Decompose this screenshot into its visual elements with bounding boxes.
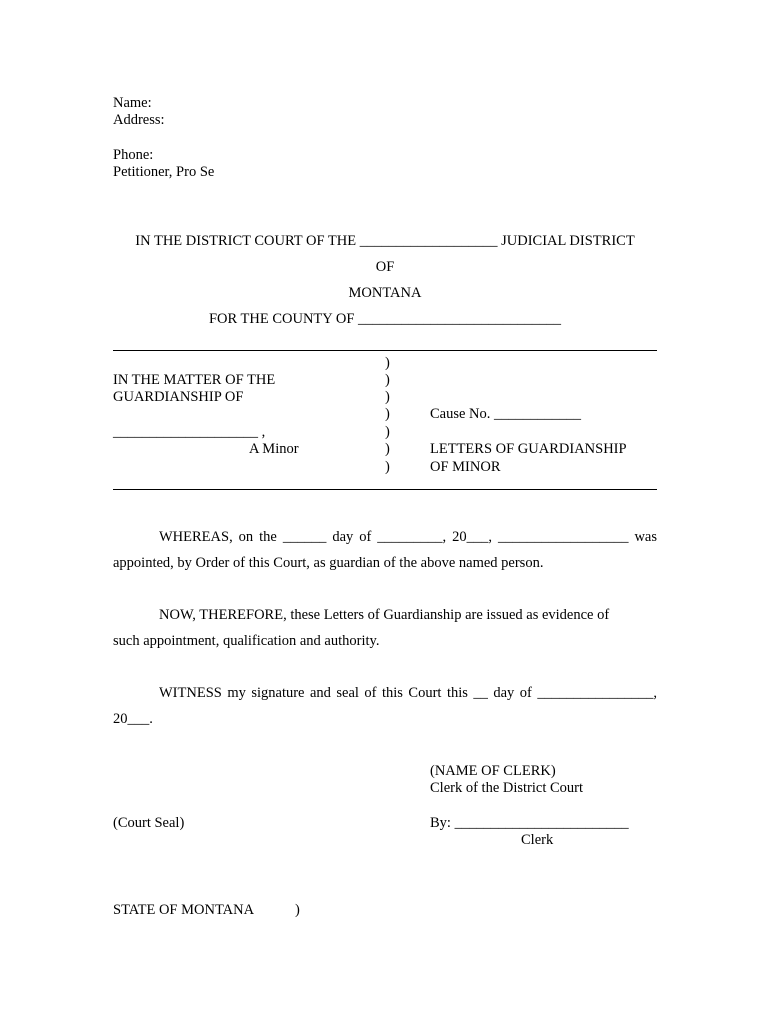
- caption-paren: ): [385, 406, 390, 422]
- caption-paren: ): [385, 424, 390, 440]
- by-signature-line: By: ________________________: [430, 815, 629, 831]
- court-heading-line2: OF: [375, 259, 395, 275]
- court-heading-line1: IN THE DISTRICT COURT OF THE ___________________ JUDICIAL DISTRICT: [135, 233, 635, 249]
- caption-bottom-rule: [113, 489, 657, 490]
- state-paren: ): [295, 902, 300, 918]
- caption-minor-blank: ____________________ ,: [113, 424, 266, 440]
- caption-paren: ): [385, 372, 390, 388]
- court-heading-line4: FOR THE COUNTY OF ____________________________: [208, 311, 562, 327]
- whereas-line2: appointed, by Order of this Court, as guardian of the above named person.: [113, 555, 544, 571]
- witness-line2: 20___.: [113, 711, 153, 727]
- witness-line1: WITNESS my signature and seal of this Court this __ day of ________________,: [159, 685, 657, 701]
- witness-paragraph: [113, 680, 657, 732]
- document-title-line1: LETTERS OF GUARDIANSHIP: [430, 441, 627, 457]
- caption-paren: ): [385, 355, 390, 371]
- document-title-line2: OF MINOR: [430, 459, 501, 475]
- now-therefore-paragraph: [113, 602, 657, 654]
- now-therefore-line1: NOW, THEREFORE, these Letters of Guardianship are issued as evidence of: [159, 607, 610, 623]
- now-therefore-line2: such appointment, qualification and authority.: [113, 633, 380, 649]
- caption-top-rule: [113, 350, 657, 351]
- petitioner-phone-label: Phone:: [113, 147, 154, 163]
- caption-matter-line2: GUARDIANSHIP OF: [113, 389, 244, 405]
- petitioner-name-label: Name:: [113, 95, 152, 111]
- caption-paren: ): [385, 459, 390, 475]
- state-label: STATE OF MONTANA: [113, 902, 255, 918]
- petitioner-address-label: Address:: [113, 112, 165, 128]
- caption-paren: ): [385, 441, 390, 457]
- clerk-label: Clerk: [521, 832, 554, 848]
- caption-paren: ): [385, 389, 390, 405]
- cause-number: Cause No. ____________: [430, 406, 582, 422]
- court-seal-label: (Court Seal): [113, 815, 185, 831]
- whereas-paragraph: [113, 524, 657, 576]
- petitioner-role: Petitioner, Pro Se: [113, 164, 215, 180]
- whereas-line1: WHEREAS, on the ______ day of _________, 20___, __________________ was: [159, 529, 657, 545]
- clerk-name: (NAME OF CLERK): [430, 763, 556, 779]
- court-heading-line3: MONTANA: [348, 285, 422, 301]
- caption-minor-label: A Minor: [249, 441, 299, 457]
- clerk-title: Clerk of the District Court: [430, 780, 584, 796]
- caption-matter-line1: IN THE MATTER OF THE: [113, 372, 276, 388]
